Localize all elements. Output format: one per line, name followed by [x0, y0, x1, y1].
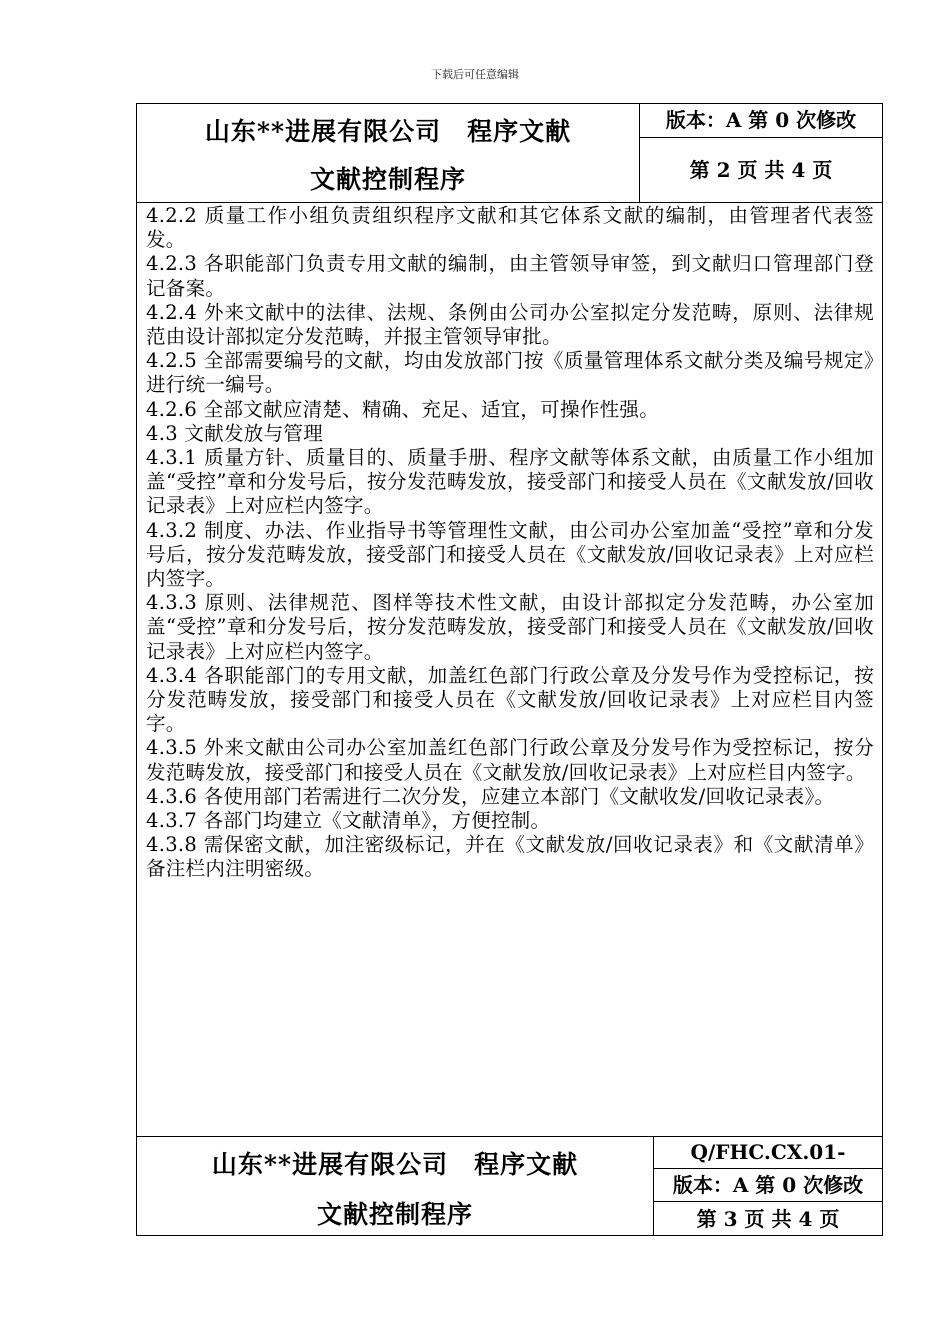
header-meta-cell — [640, 104, 882, 202]
section-heading: 4.3 文献发放与管理 — [146, 421, 324, 445]
paragraph: 4.3.6 各使用部门若需进行二次分发，应建立本部门《文献收发/回收记录表》。 — [146, 784, 835, 808]
footer-doc-title: 文献控制程序 — [316, 1200, 473, 1229]
paragraph: 4.2.3 各职能部门负责专用文献的编制，由主管领导审签，到文献归口管理部门登记备案。 — [146, 252, 874, 300]
paragraph: 4.3.7 各部门均建立《文献清单》，方便控制。 — [146, 809, 551, 833]
footer-block — [137, 1136, 882, 1236]
footer-company-line: 山东**进展有限公司 程序文献 — [211, 1150, 579, 1179]
header-title-cell — [137, 104, 640, 202]
paragraph: 4.2.4 外来文献中的法律、法规、条例由公司办公室拟定分发范畴，原则、法律规范由设计部拟定分发范畴，并报主管领导审批。 — [146, 300, 874, 349]
paragraph: 4.3.2 制度、办法、作业指导书等管理性文献，由公司办公室加盖“受控”章和分发号后，按分发范畴发放，接受部门和接受人员在《文献发放/回收记录表》上对应栏内签字。 — [146, 518, 874, 591]
paragraph: 4.3.3 原则、法律规范、图样等技术性文献，由设计部拟定分发范畴，办公室加盖“受控”章和分发号后，按分发范畴发放，接受部门和接受人员在《文献发放/回收记录表》上对应栏内签字。 — [146, 591, 874, 663]
footer-doc-code: Q/FHC.CX.01- — [654, 1137, 882, 1169]
header-block — [137, 104, 882, 203]
paragraph: 4.3.4 各职能部门的专用文献，加盖红色部门行政公章及分发号作为受控标记，按分发范畴发放，接受部门和接受人员在《文献发放/回收记录表》上对应栏目内签字。 — [146, 663, 874, 736]
paragraph: 4.3.5 外来文献由公司办公室加盖红色部门行政公章及分发号作为受控标记，按分发范畴发放，接受部门和接受人员在《文献发放/回收记录表》上对应栏目内签字。 — [146, 736, 874, 784]
paragraph: 4.3.1 质量方针、质量目的、质量手册、程序文献等体系文献，由质量工作小组加盖“受控”章和分发号后，按分发范畴发放，接受部门和接受人员在《文献发放/回收记录表》上对应栏内签字。 — [146, 446, 874, 518]
document-body — [146, 204, 874, 882]
header-company-line: 山东**进展有限公司 程序文献 — [204, 117, 572, 146]
paragraph: 4.2.2 质量工作小组负责组织程序文献和其它体系文献的编制，由管理者代表签发。 — [146, 204, 874, 252]
page-top-note: 下载后可任意编辑 — [431, 68, 519, 81]
footer-title-cell — [137, 1137, 654, 1236]
paragraph: 4.2.6 全部文献应清楚、精确、充足、适宜，可操作性强。 — [146, 397, 660, 421]
paragraph: 4.3.8 需保密文献，加注密级标记，并在《文献发放/回收记录表》和《文献清单》备注栏内注明密级。 — [146, 833, 874, 881]
footer-version: 版本：A 第 0 次修改 — [654, 1169, 882, 1202]
footer-meta-cell — [654, 1137, 882, 1236]
footer-page-number: 第 3 页 共 4 页 — [696, 1207, 840, 1231]
document-frame — [136, 103, 883, 1236]
paragraph: 4.2.5 全部需要编号的文献，均由发放部门按《质量管理体系文献分类及编号规定》进行统一编号。 — [146, 349, 874, 397]
header-version: 版本：A 第 0 次修改 — [640, 104, 882, 138]
header-doc-title: 文献控制程序 — [309, 165, 466, 194]
header-page-number: 第 2 页 共 4 页 — [689, 158, 833, 182]
